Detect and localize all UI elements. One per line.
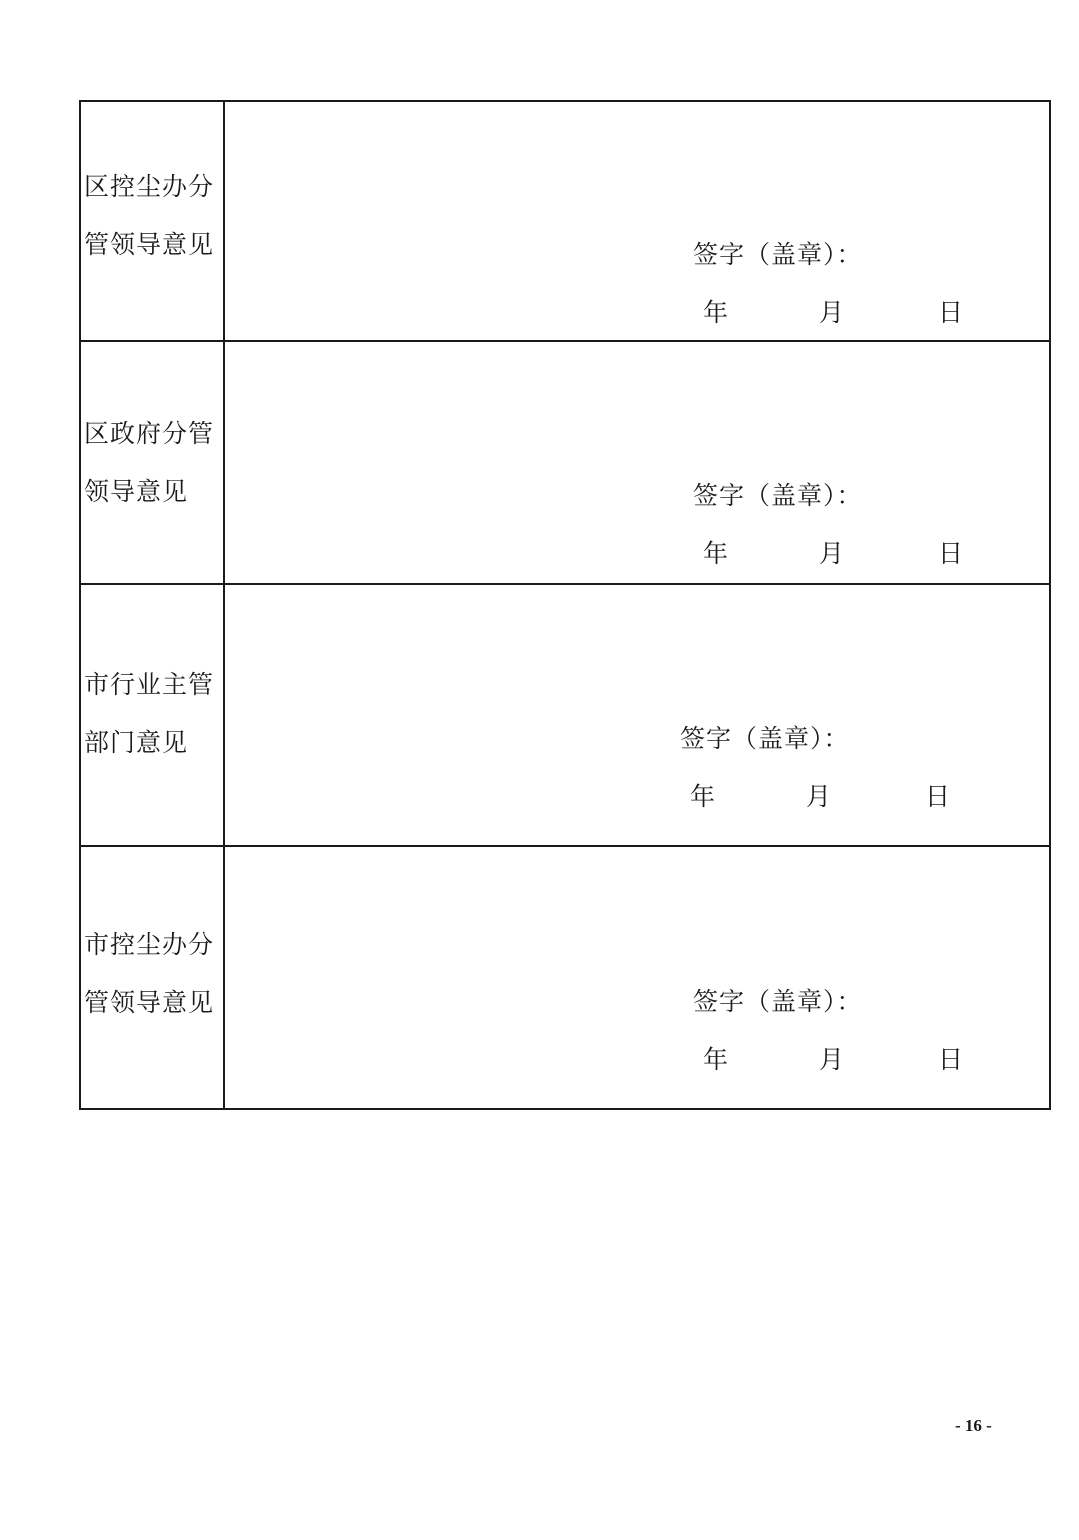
- opinion-cell[interactable]: [224, 341, 1050, 584]
- date-year-label: 年: [703, 1045, 729, 1074]
- row-label-cell: [80, 341, 224, 584]
- date-year-label: 年: [703, 298, 729, 327]
- row-label-cell: [80, 101, 224, 341]
- date-year-label: 年: [703, 539, 729, 568]
- row-label-line: 区政府分管: [84, 418, 215, 448]
- page-number: - 16 -: [955, 1416, 992, 1435]
- date-month-label: 月: [819, 539, 845, 568]
- date-day-label: 日: [938, 1045, 964, 1074]
- opinion-cell[interactable]: [224, 584, 1050, 846]
- row-label-cell: [80, 584, 224, 846]
- row-label-line: 管领导意见: [84, 230, 215, 259]
- date-month-label: 月: [819, 298, 845, 327]
- row-label-line: 市行业主管: [84, 670, 215, 699]
- date-month-label: 月: [819, 1045, 845, 1074]
- approval-row: [80, 846, 1050, 1109]
- date-day-label: 日: [925, 782, 951, 811]
- approval-row: [80, 341, 1050, 584]
- date-day-label: 日: [938, 298, 964, 327]
- date-day-label: 日: [938, 539, 964, 568]
- opinion-cell[interactable]: [224, 846, 1050, 1109]
- opinion-cell[interactable]: [224, 101, 1050, 341]
- date-month-label: 月: [806, 782, 832, 811]
- signature-label: 签字（盖章）：: [693, 481, 863, 510]
- signature-label: 签字（盖章）：: [680, 724, 850, 753]
- approval-row: [80, 584, 1050, 846]
- approval-row: [80, 101, 1050, 341]
- signature-label: 签字（盖章）：: [693, 987, 863, 1016]
- row-label-cell: [80, 846, 224, 1109]
- row-label-line: 区控尘办分: [84, 172, 215, 201]
- row-label-line: 部门意见: [84, 728, 189, 757]
- signature-label: 签字（盖章）：: [693, 240, 863, 269]
- row-label-line: 市控尘办分: [84, 929, 215, 959]
- row-label-line: 领导意见: [84, 476, 189, 506]
- row-label-line: 管领导意见: [84, 987, 215, 1017]
- date-year-label: 年: [690, 782, 716, 811]
- approval-form-table: [79, 100, 1051, 1110]
